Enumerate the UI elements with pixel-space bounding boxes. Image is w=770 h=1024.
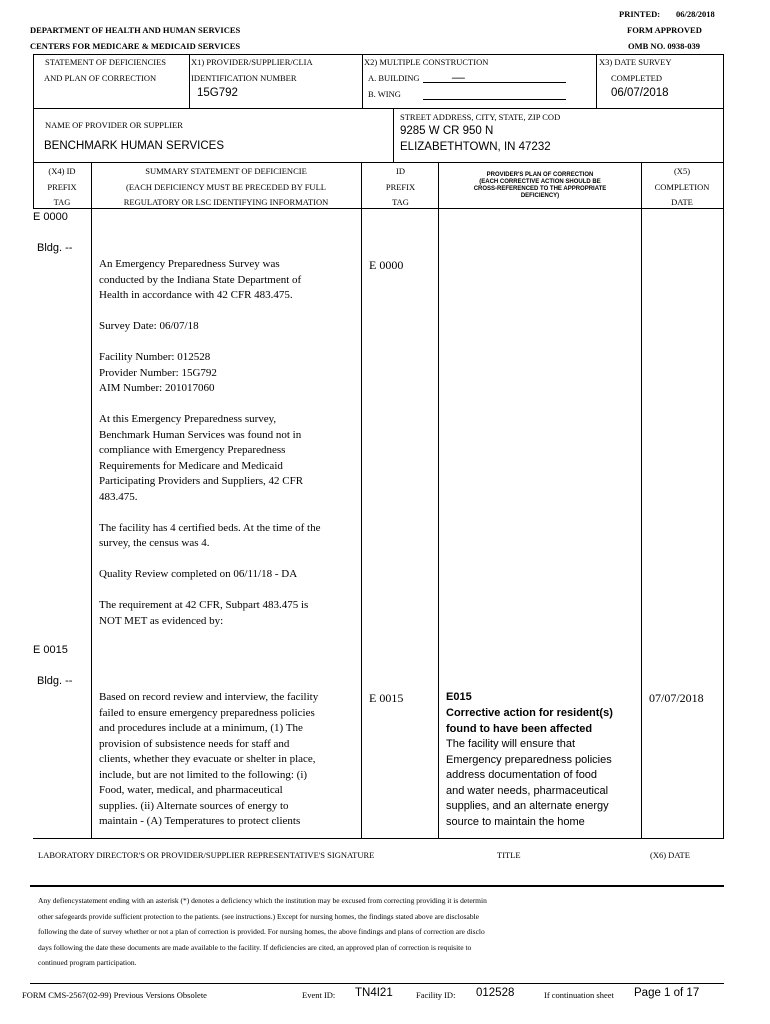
x4-header-2: PREFIX xyxy=(47,182,77,192)
rule xyxy=(91,162,92,839)
summary-header-1: SUMMARY STATEMENT OF DEFICIENCIE xyxy=(145,166,307,176)
address-line-2: ELIZABETHTOWN, IN 47232 xyxy=(400,141,551,153)
id-tag-2: E 0015 xyxy=(369,691,404,705)
summary-header-2: (EACH DEFICIENCY MUST BE PRECEDED BY FULL xyxy=(126,182,326,192)
rule xyxy=(723,162,724,839)
id-header-2: PREFIX xyxy=(385,182,416,192)
provider-id: 15G792 xyxy=(197,87,238,99)
rule xyxy=(33,108,34,162)
rule xyxy=(393,108,394,162)
id-tag-1: E 0000 xyxy=(369,258,404,272)
plan-header-1: PROVIDER'S PLAN OF CORRECTION xyxy=(486,172,594,178)
rule xyxy=(30,885,724,887)
director-signature-label: LABORATORY DIRECTOR'S OR PROVIDER/SUPPLIER REPRESENTATIVE'S SIGNATURE xyxy=(38,850,375,860)
x5-header-1: (X5) xyxy=(673,166,691,176)
provider-label-2: IDENTIFICATION NUMBER xyxy=(191,73,297,83)
poc-heading: Corrective action for resident(s) found to have been affected xyxy=(446,707,613,735)
rule xyxy=(361,162,362,839)
rule xyxy=(641,162,642,839)
statement-label-2: AND PLAN OF CORRECTION xyxy=(44,73,157,83)
rule xyxy=(33,54,34,108)
date-survey-label: X3) DATE SURVEY xyxy=(599,57,672,67)
plan-header-3: CROSS-REFERENCED TO THE APPROPRIATE xyxy=(473,186,607,192)
x4-header-1: (X4) ID xyxy=(48,166,76,176)
rule xyxy=(423,82,566,83)
omb-number: OMB NO. 0938-039 xyxy=(628,41,701,51)
deficiency-tag-1: E 0000 xyxy=(33,211,68,223)
page-number: Page 1 of 17 xyxy=(634,987,700,999)
form-approved: FORM APPROVED xyxy=(627,25,702,35)
completed-label: COMPLETED xyxy=(611,73,662,83)
poc-text: The facility will ensure that Emergency preparedness policies address documentation of food and water needs, pharmaceutical supplies, and an alternate energy source to maintain the home xyxy=(446,738,612,828)
rule xyxy=(33,162,724,163)
disclosure-footnote: Any defiencystatement ending with an asterisk (*) denotes a deficiency which the institution may be excused from correcting providing it is determin other safegeards provide sufficient protection to the patients. (see instructions.) Except for nursing homes, the findings stated above are disclosable following the date of survey whether or not a plan of correction is provided. For nursing homes, the above findings and plans of correction are disclo days following the date these documents are made available to the facility. If deficiencies are cited, an approved plan of correction is requisite to continued program participation. xyxy=(38,896,487,967)
rule xyxy=(423,99,566,100)
address-line-1: 9285 W CR 950 N xyxy=(400,125,494,137)
facility-id-label: Facility ID: xyxy=(416,990,456,1000)
rule xyxy=(33,208,724,209)
printed-label: PRINTED: xyxy=(619,9,661,19)
poc-title: E015 xyxy=(446,691,472,703)
form-number: FORM CMS-2567(02-99) Previous Versions Obsolete xyxy=(22,990,207,1000)
statement-label-1: STATEMENT OF DEFICIENCIES xyxy=(45,57,167,67)
date-survey-value: 06/07/2018 xyxy=(611,87,669,99)
rule xyxy=(723,108,724,162)
rule xyxy=(438,162,439,839)
plan-header-4: DEFICIENCY) xyxy=(520,193,560,199)
event-id-value: TN4I21 xyxy=(355,987,393,999)
centers-title: CENTERS FOR MEDICARE & MEDICAID SERVICES xyxy=(30,41,241,51)
provider-name-label: NAME OF PROVIDER OR SUPPLIER xyxy=(45,120,183,130)
facility-id-value: 012528 xyxy=(476,987,515,999)
provider-label-1: X1) PROVIDER/SUPPLIER/CLIA xyxy=(191,57,313,67)
continuation-label: If continuation sheet xyxy=(544,990,614,1000)
x4-header-3: TAG xyxy=(53,197,71,207)
rule xyxy=(362,54,363,108)
rule xyxy=(33,54,724,55)
x6-date-label: (X6) DATE xyxy=(650,850,690,860)
rule xyxy=(596,54,597,108)
building-tag-1: Bldg. -- xyxy=(37,242,73,254)
provider-name: BENCHMARK HUMAN SERVICES xyxy=(44,140,224,152)
summary-header-3: REGULATORY OR LSC IDENTIFYING INFORMATION xyxy=(123,197,329,207)
multiple-construction-label: X2) MULTIPLE CONSTRUCTION xyxy=(364,57,489,67)
completion-date: 07/07/2018 xyxy=(649,691,704,705)
id-header-1: ID xyxy=(396,166,405,176)
rule xyxy=(33,838,724,839)
summary-text-2: Based on record review and interview, the facility failed to ensure emergency preparedness policies and procedures include at a minimum, (1) The provision of subsistence needs for staff and clients, whether they evacuate or shelter in place, include, but are not limited to the following: (i) Food, water, medical, and pharmaceutical supplies. (ii) Alternate sources of energy to maintain - (A) Temperatures to protect clients xyxy=(99,691,319,827)
printed-date: 06/28/2018 xyxy=(676,9,715,19)
department-title: DEPARTMENT OF HEALTH AND HUMAN SERVICES xyxy=(30,25,241,35)
building-label: A. BUILDING xyxy=(368,73,420,83)
wing-label: B. WING xyxy=(368,89,401,99)
id-header-3: TAG xyxy=(392,197,409,207)
rule xyxy=(723,54,724,108)
summary-text-1: An Emergency Preparedness Survey was conducted by the Indiana State Department of Health in accordance with 42 CFR 483.475. Survey Date: 06/07/18 Facility Number: 012528 Provider Number: 15G792 AIM Number: 201017060 At this Emergency Preparedness survey, Benchmark Human Services was found not in compliance with Emergency Preparedness Requirements for Medicare and Medicaid Participating Providers and Suppliers, 42 CFR 483.475. The facility has 4 certified beds. At the time of the survey, the census was 4. Quality Review completed on 06/11/18 - DA The requirement at 42 CFR, Subpart 483.475 is NOT MET as evidenced by: xyxy=(99,258,321,627)
rule xyxy=(33,162,34,209)
deficiency-tag-2: E 0015 xyxy=(33,644,68,656)
event-id-label: Event ID: xyxy=(302,990,336,1000)
rule xyxy=(30,983,724,984)
address-label: STREET ADDRESS, CITY, STATE, ZIP COD xyxy=(400,112,561,122)
rule xyxy=(189,54,190,108)
x5-header-2: COMPLETION xyxy=(654,182,710,192)
rule xyxy=(33,108,724,109)
building-value: __ xyxy=(452,67,465,79)
title-label: TITLE xyxy=(497,850,521,860)
x5-header-3: DATE xyxy=(671,197,693,207)
plan-header-2: (EACH CORRECTIVE ACTION SHOULD BE xyxy=(479,179,601,185)
building-tag-2: Bldg. -- xyxy=(37,675,73,687)
